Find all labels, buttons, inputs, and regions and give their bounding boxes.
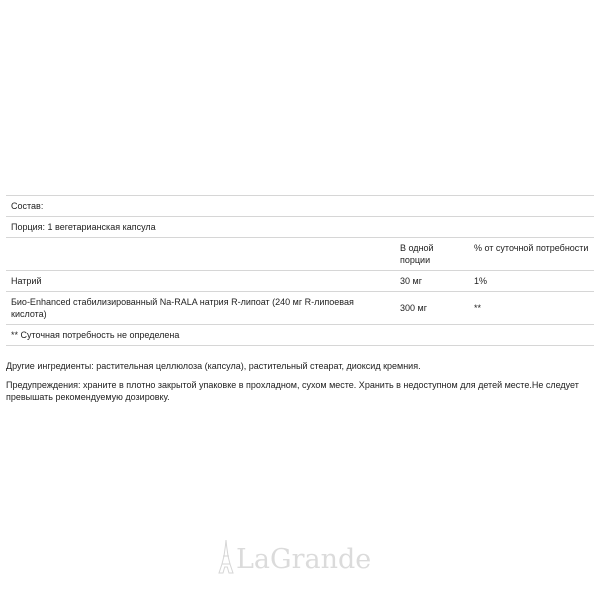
table-title: Состав: (6, 196, 594, 217)
header-row (6, 238, 594, 271)
ingredient-amount: 30 мг (395, 271, 469, 292)
brand-watermark (218, 540, 371, 579)
header-daily-value: % от суточной потребности (469, 238, 594, 271)
ingredient-daily-value: 1% (469, 271, 594, 292)
header-empty-cell (6, 238, 395, 271)
table-row (6, 271, 594, 292)
ingredient-daily-value: ** (469, 292, 594, 325)
ingredient-amount: 300 мг (395, 292, 469, 325)
ingredient-name: Био-Enhanced стабилизированный Na-RALA натрия R-липоат (240 мг R-липоевая кислота) (6, 292, 395, 325)
table-row (6, 292, 594, 325)
watermark-text: LaGrande (236, 544, 372, 575)
serving-size: Порция: 1 вегетарианская капсула (6, 217, 594, 238)
other-ingredients: Другие ингредиенты: растительная целлюлоза (капсула), растительный стеарат, диоксид кремния. (6, 361, 421, 371)
table-footnote: ** Суточная потребность не определена (6, 325, 594, 346)
ingredient-name: Натрий (6, 271, 395, 292)
warnings: Предупреждения: храните в плотно закрытой упаковке в прохладном, сухом месте. Хранить в недоступном для детей месте.Не следует превышать рекомендуемую дозировку. (6, 380, 579, 402)
eiffel-tower-icon (218, 540, 234, 579)
supplement-facts-table (6, 195, 594, 346)
serving-row (6, 217, 594, 238)
footnote-row (6, 325, 594, 346)
table-title-row (6, 196, 594, 217)
header-amount: В одной порции (395, 238, 469, 271)
